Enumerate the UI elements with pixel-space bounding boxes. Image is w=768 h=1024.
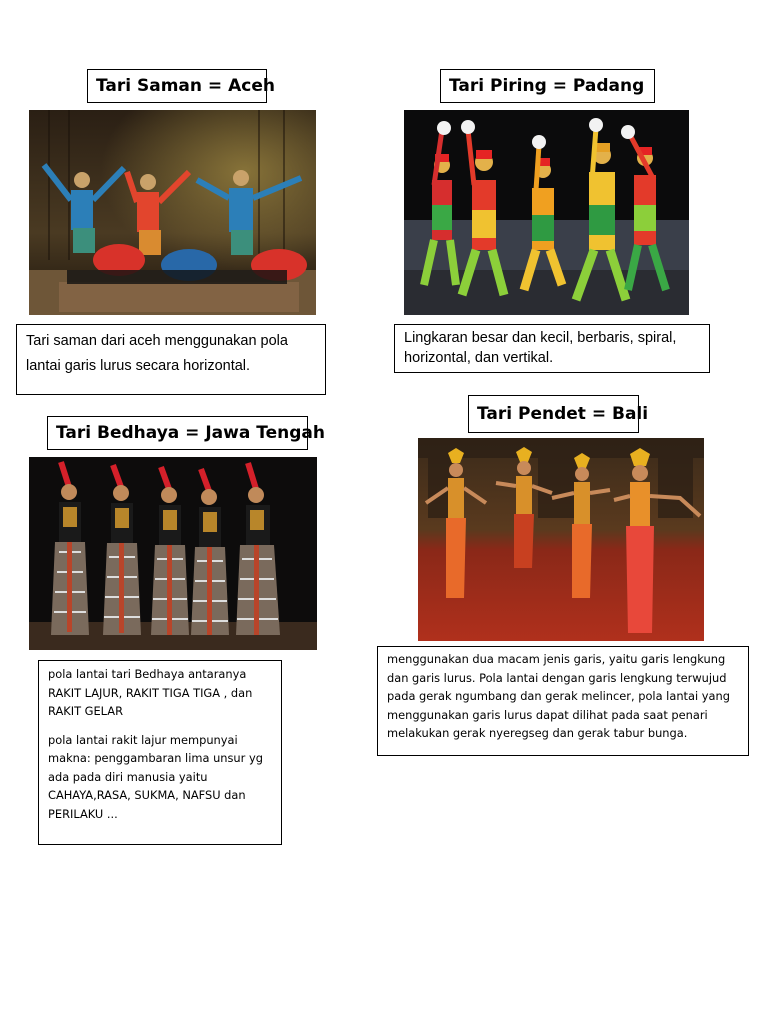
bedhaya-photo [29,457,317,650]
saman-photo [29,110,316,315]
piring-description: Lingkaran besar dan kecil, berbaris, spiral, horizontal, dan vertikal. [394,324,710,373]
pendet-photo [418,438,704,641]
saman-description: Tari saman dari aceh menggunakan pola lantai garis lurus secara horizontal. [16,324,326,395]
bedhaya-description [38,660,282,845]
piring-photo [404,110,689,315]
bedhaya-paragraph-2: pola lantai rakit lajur mempunyai makna: penggambaran lima unsur yg ada pada diri manusia yaitu CAHAYA,RASA, SUKMA, NAFSU dan PERILAKU ... [48,732,263,821]
piring-title: Tari Piring = Padang [440,69,655,103]
pendet-title: Tari Pendet = Bali [468,395,639,433]
pendet-description: menggunakan dua macam jenis garis, yaitu garis lengkung dan garis lurus. Pola lantai dengan garis lengkung terwujud pada gerak ngumbang dan gerak melincer, pola lantai yang menggunakan garis lurus dapat dilihat pada saat penari melakukan gerak nyeregseg dan gerak tabur bunga. [377,646,749,756]
bedhaya-title: Tari Bedhaya = Jawa Tengah [47,416,308,450]
bedhaya-paragraph-1: pola lantai tari Bedhaya antaranya RAKIT LAJUR, RAKIT TIGA TIGA , dan RAKIT GELAR [48,667,253,718]
saman-title: Tari Saman = Aceh [87,69,267,103]
